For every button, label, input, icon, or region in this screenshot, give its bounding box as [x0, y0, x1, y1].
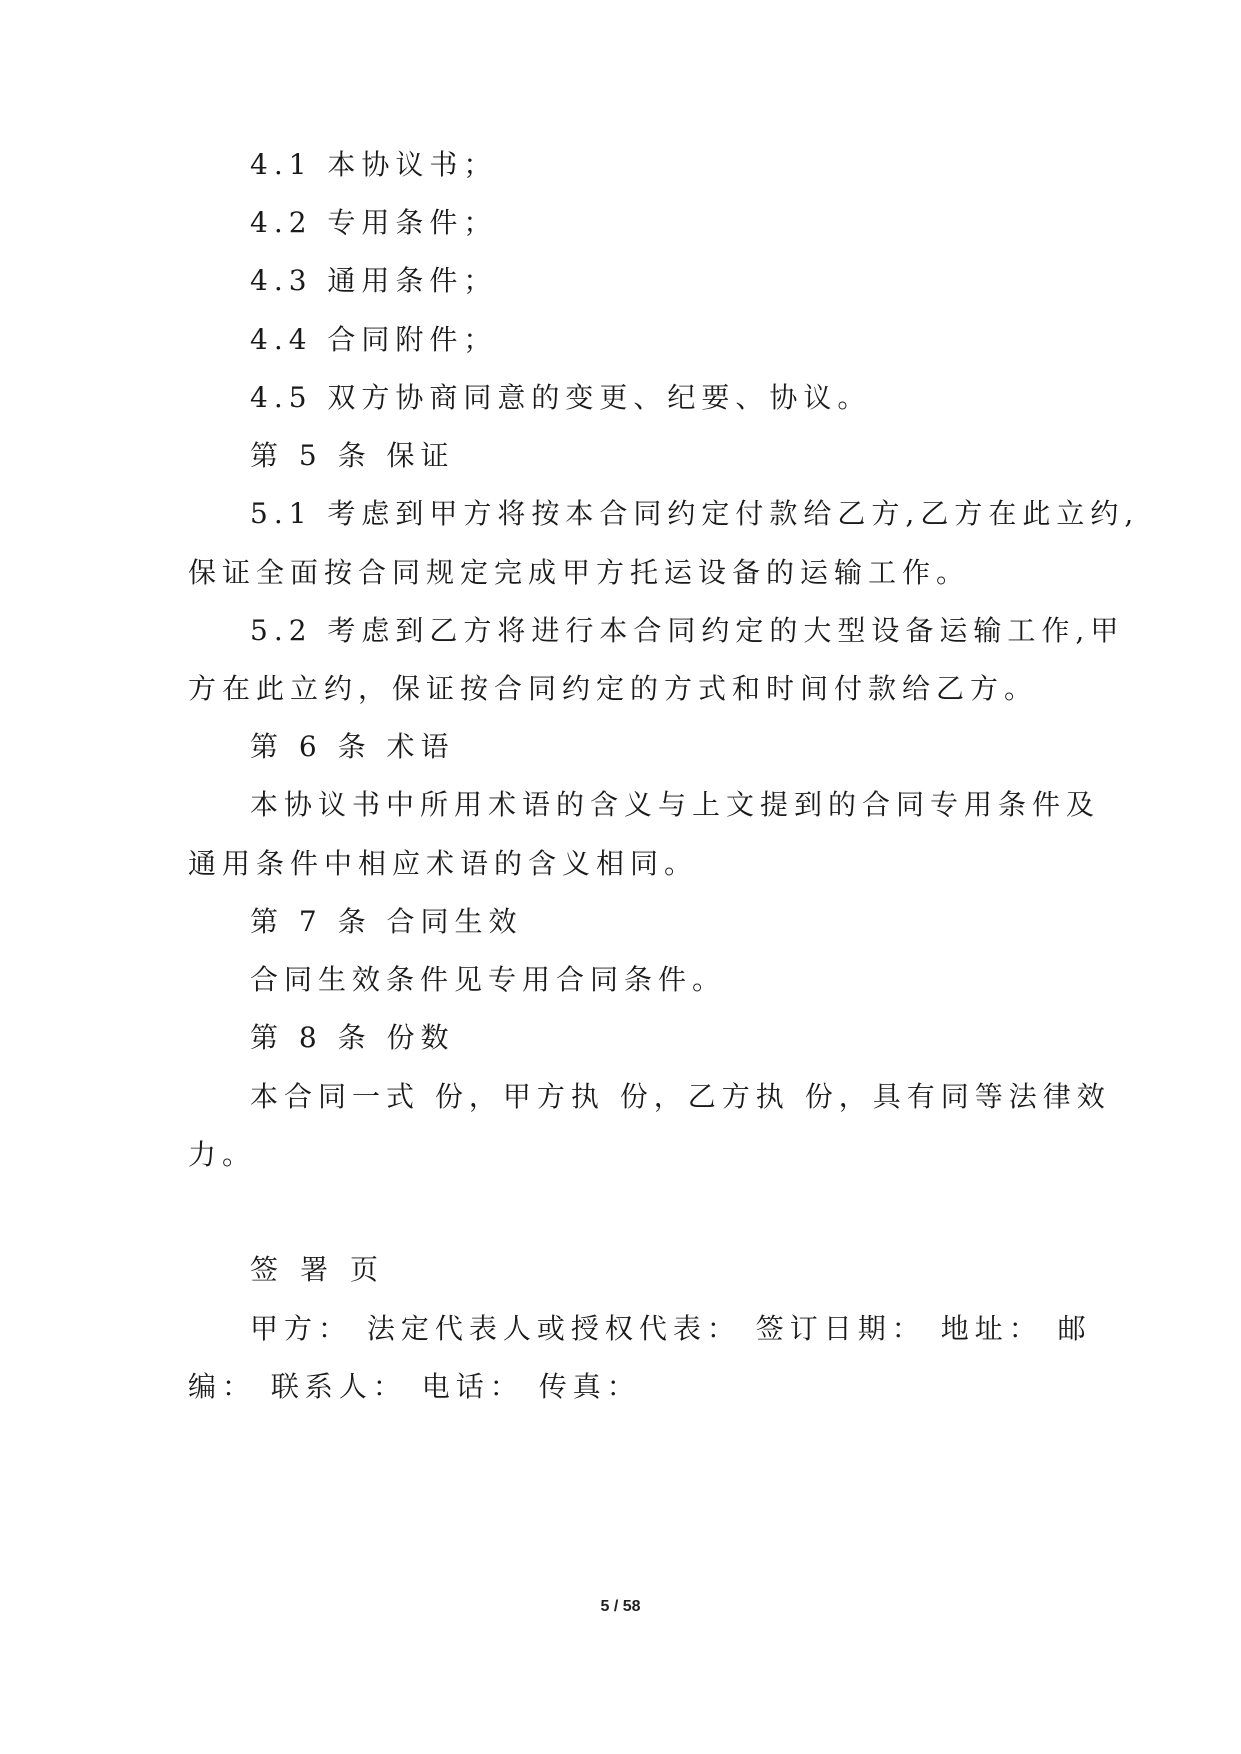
article-7-heading: 第 7 条 合同生效 — [250, 905, 523, 938]
article-5-heading: 第 5 条 保证 — [250, 439, 455, 472]
clause-5-1-line-2: 保证全面按合同规定完成甲方托运设备的运输工作。 — [188, 556, 971, 589]
signature-fields-line-1: 甲方： 法定代表人或授权代表： 签订日期： 地址： 邮 — [250, 1312, 1092, 1345]
page-number: 5 / 58 — [600, 1598, 641, 1615]
clause-4-3: 4.3 通用条件； — [250, 264, 498, 297]
article-6-line-2: 通用条件中相应术语的含义相同。 — [188, 847, 699, 880]
clause-5-1-line-1: 5.1 考虑到甲方将按本合同约定付款给乙方,乙方在此立约, — [250, 497, 1140, 530]
article-7-text: 合同生效条件见专用合同条件。 — [250, 963, 727, 996]
signature-page-title: 签署页 — [250, 1253, 401, 1286]
article-6-line-1: 本协议书中所用术语的含义与上文提到的合同专用条件及 — [250, 788, 1101, 821]
article-8-line-2: 力。 — [188, 1138, 257, 1171]
article-6-heading: 第 6 条 术语 — [250, 730, 455, 763]
clause-5-2-line-1: 5.2 考虑到乙方将进行本合同约定的大型设备运输工作,甲 — [250, 614, 1125, 647]
article-8-line-1: 本合同一式 份，甲方执 份，乙方执 份，具有同等法律效 — [250, 1080, 1111, 1113]
article-8-heading: 第 8 条 份数 — [250, 1021, 455, 1054]
clause-4-5: 4.5 双方协商同意的变更、纪要、协议。 — [250, 381, 872, 414]
clause-5-2-line-2: 方在此立约，保证按合同约定的方式和时间付款给乙方。 — [188, 672, 1039, 705]
clause-4-1: 4.1 本协议书； — [250, 148, 498, 181]
clause-4-4: 4.4 合同附件； — [250, 323, 498, 356]
clause-4-2: 4.2 专用条件； — [250, 206, 498, 239]
signature-fields-line-2: 编： 联系人： 电话： 传真： — [188, 1370, 641, 1403]
